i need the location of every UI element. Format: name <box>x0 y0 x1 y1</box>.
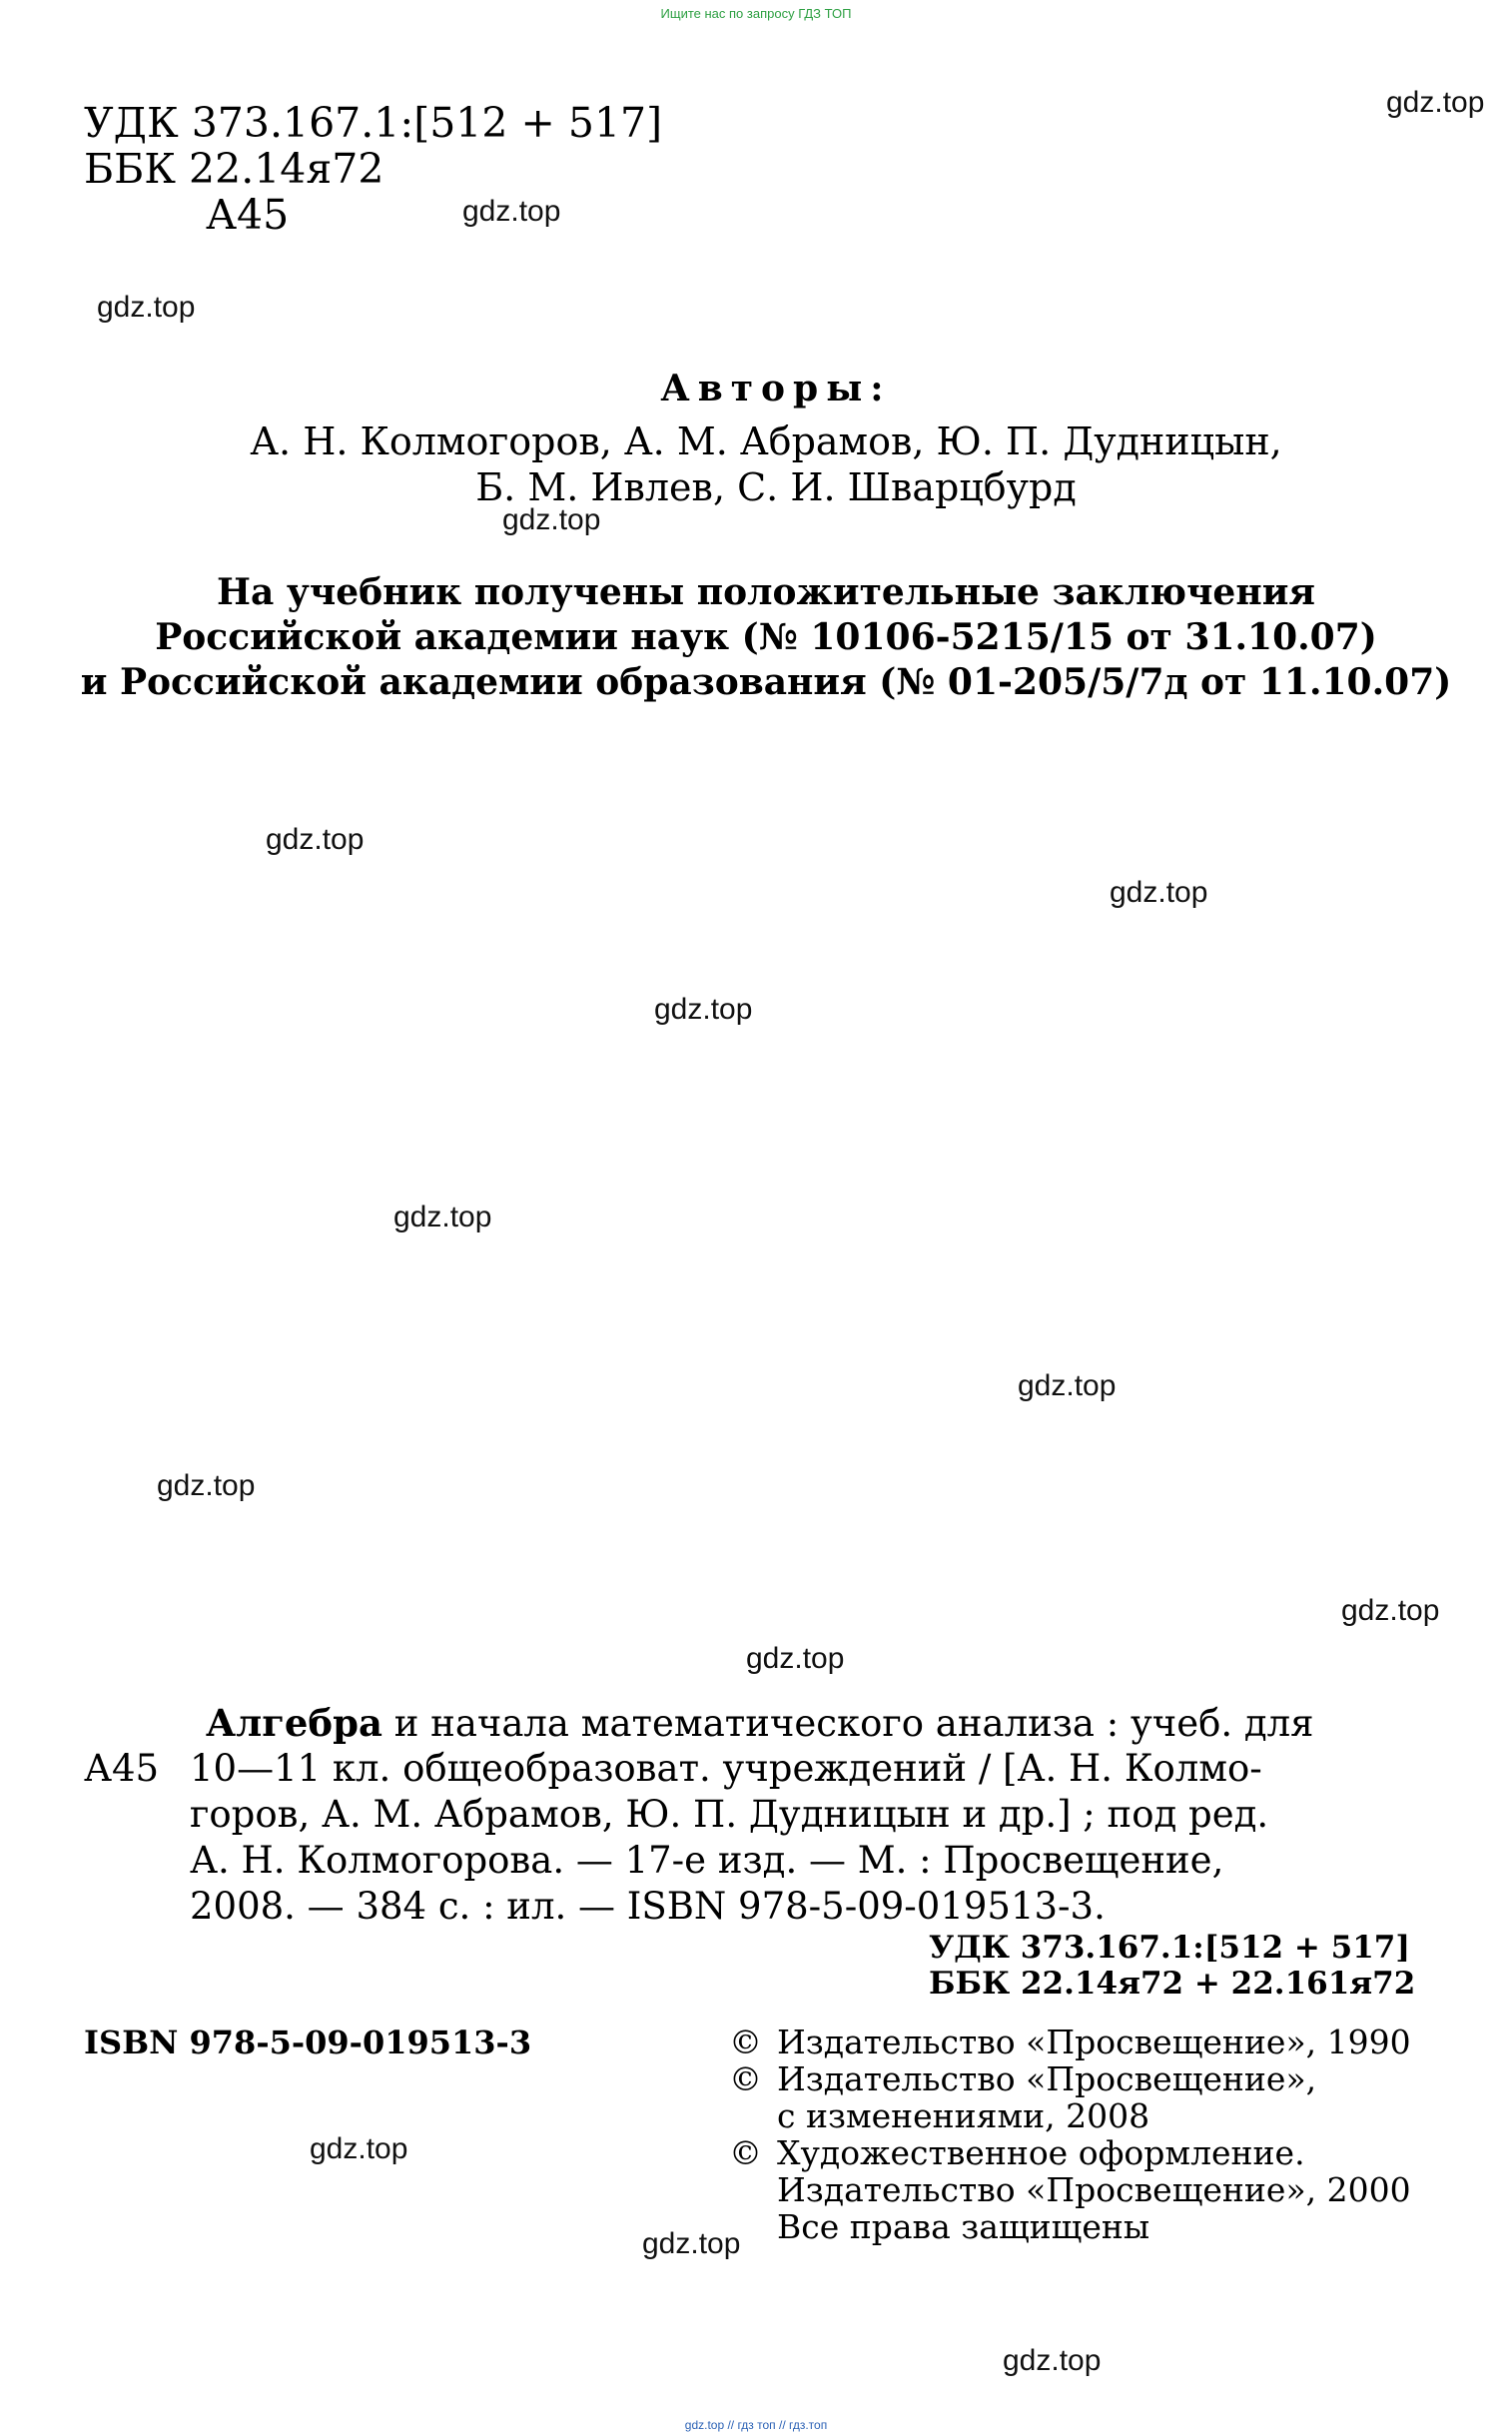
watermark: gdz.top <box>746 1642 845 1675</box>
watermark: gdz.top <box>642 2227 741 2260</box>
rights-row-3 <box>729 2134 1411 2171</box>
authors-line-1: А. Н. Колмогоров, А. М. Абрамов, Ю. П. Дудницын, <box>250 419 1282 463</box>
review-line-1: На учебник получены положительные заключения <box>217 571 1315 613</box>
watermark: gdz.top <box>502 503 601 536</box>
watermark: gdz.top <box>1018 1369 1117 1402</box>
rights-row-3b <box>729 2171 1411 2208</box>
biblio-bbk: ББК 22.14я72 + 22.161я72 <box>929 1966 1416 2002</box>
watermark: gdz.top <box>1003 2344 1102 2377</box>
rights-row-2b <box>729 2097 1411 2134</box>
copyright-symbol: © <box>729 2133 762 2172</box>
rights-1: Издательство «Просвещение», 1990 <box>777 2023 1411 2061</box>
rights-2a: Издательство «Просвещение», <box>777 2059 1317 2098</box>
review-line-3: и Российской академии образования (№ 01-205/5/7д от 11.10.07) <box>80 661 1452 703</box>
watermark: gdz.top <box>654 993 753 1026</box>
authors-line-2: Б. М. Ивлев, С. И. Шварцбурд <box>475 465 1077 509</box>
rights-3a: Художественное оформление. <box>777 2133 1305 2172</box>
biblio-code: А45 <box>84 1747 160 1790</box>
watermark: gdz.top <box>1341 1594 1440 1627</box>
top-banner: Ищите нас по запросу ГДЗ ТОП <box>660 6 852 21</box>
watermark: gdz.top <box>97 291 196 324</box>
bbk-header: ББК 22.14я72 <box>84 145 384 193</box>
copyright-symbol: © <box>729 2059 762 2098</box>
watermark: gdz.top <box>393 1201 492 1233</box>
rights-block <box>729 2024 1411 2245</box>
rights-4: Все права защищены <box>777 2207 1150 2246</box>
biblio-line-4: А. Н. Колмогорова. — 17-е изд. — М. : Просвещение, <box>190 1839 1224 1882</box>
review-line-2: Российской академии наук (№ 10106-5215/15 от 31.10.07) <box>155 616 1377 658</box>
udk-header: УДК 373.167.1:[512 + 517] <box>84 99 663 147</box>
author-code-header: А45 <box>206 191 290 239</box>
rights-row-1 <box>729 2024 1411 2060</box>
book-title-word: Алгебра <box>206 1701 382 1745</box>
biblio-udk: УДК 373.167.1:[512 + 517] <box>929 1930 1411 1966</box>
watermark: gdz.top <box>1386 86 1485 119</box>
watermark: gdz.top <box>157 1469 256 1502</box>
watermark: gdz.top <box>1110 876 1208 909</box>
book-title-rest: и начала математического анализа : учеб. для <box>381 1702 1314 1745</box>
rights-3b: Издательство «Просвещение», 2000 <box>777 2170 1411 2209</box>
watermark: gdz.top <box>462 195 561 228</box>
bottom-banner: gdz.top // гдз топ // гдз.топ <box>684 2418 828 2432</box>
rights-row-2 <box>729 2060 1411 2097</box>
watermark: gdz.top <box>310 2132 408 2165</box>
biblio-line-2: 10—11 кл. общеобразоват. учреждений / [А. Н. Колмо- <box>190 1747 1262 1790</box>
watermark: gdz.top <box>266 823 365 856</box>
rights-row-4 <box>729 2208 1411 2245</box>
isbn: ISBN 978-5-09-019513-3 <box>84 2024 532 2061</box>
biblio-line-3: горов, А. М. Абрамов, Ю. П. Дудницын и др.] ; под ред. <box>190 1793 1269 1836</box>
biblio-line-5: 2008. — 384 с. : ил. — ISBN 978-5-09-019513-3. <box>190 1885 1106 1928</box>
copyright-symbol: © <box>729 2023 762 2061</box>
authors-title: Авторы: <box>660 368 892 409</box>
rights-2b: с изменениями, 2008 <box>777 2096 1150 2135</box>
biblio-line-1 <box>206 1700 1314 1747</box>
